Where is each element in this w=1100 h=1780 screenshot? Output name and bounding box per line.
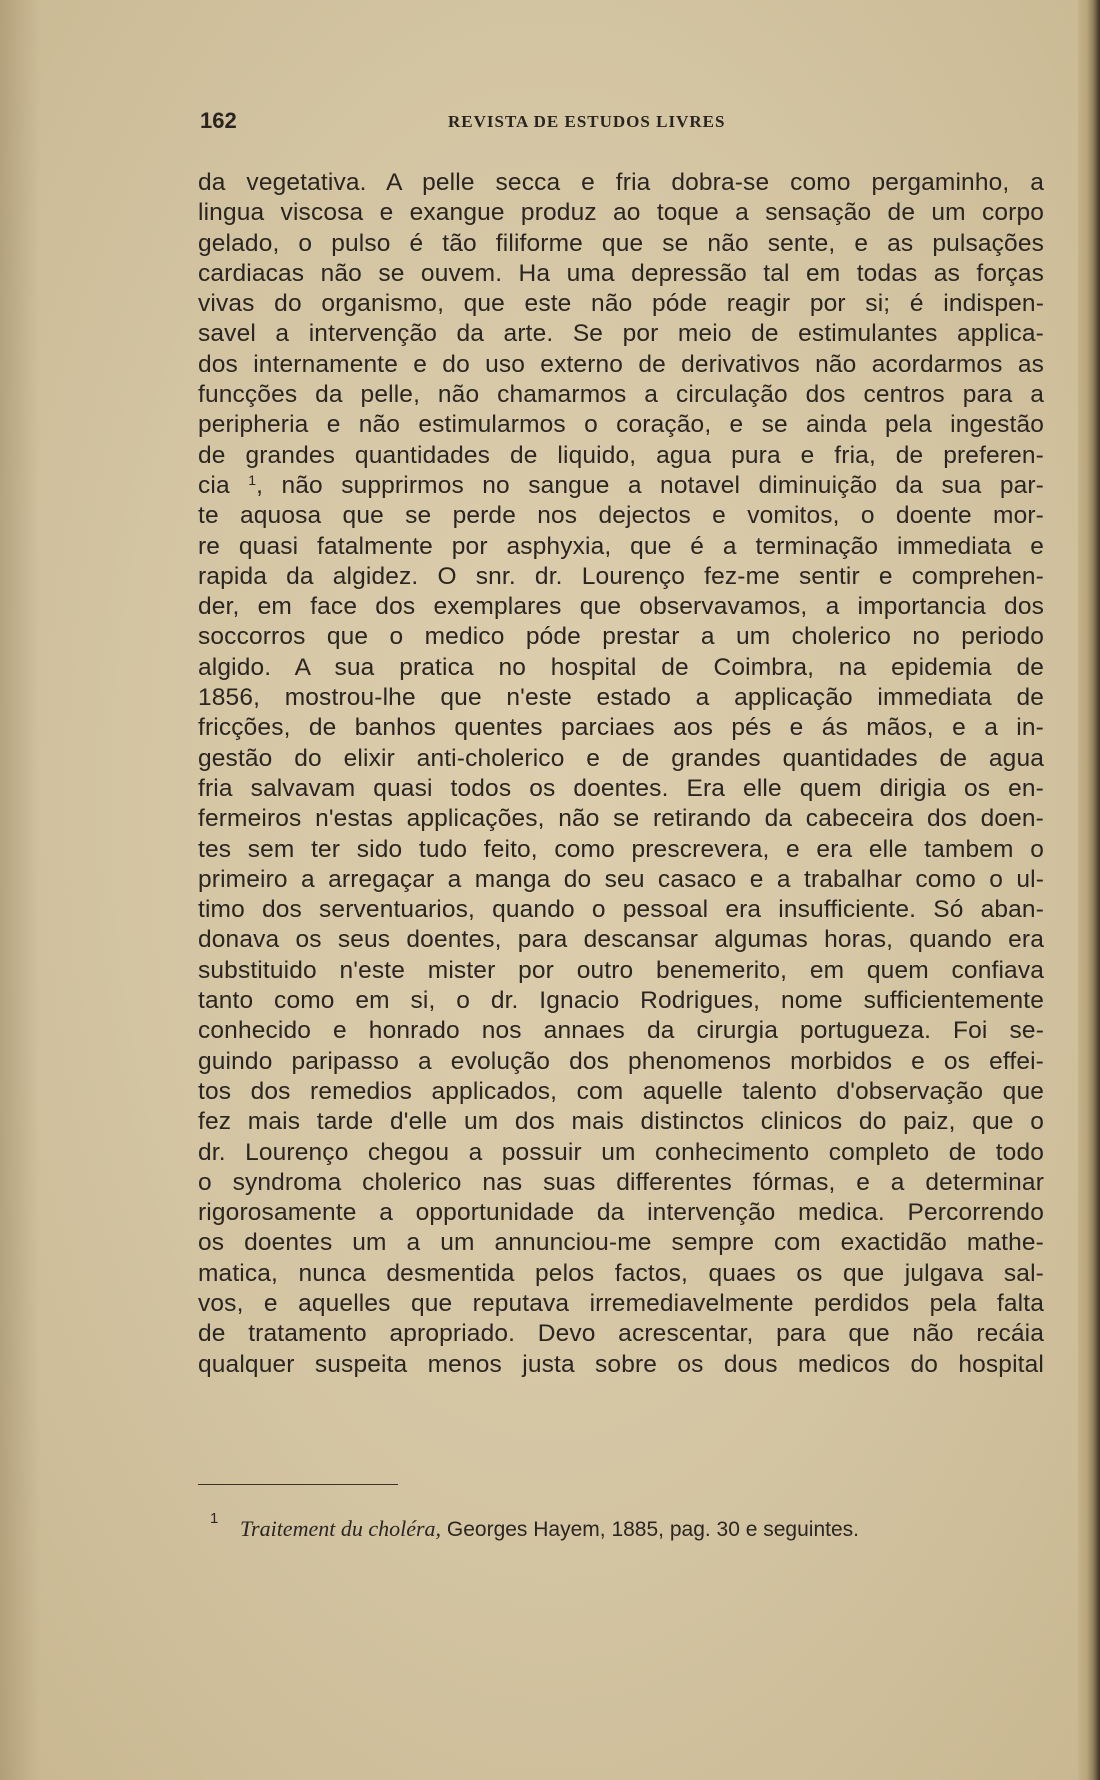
footnote-marker: 1 — [210, 1510, 219, 1527]
text-line: 1856, mostrou-lhe que n'este estado a applicação immediata de — [198, 684, 1044, 712]
text-line-with-footnote-ref — [198, 471, 1044, 501]
body-text — [198, 168, 1044, 1380]
text-line: tanto como em si, o dr. Ignacio Rodrigues, nome sufficientemente — [198, 987, 1044, 1015]
text-line: peripheria e não estimularmos o coração, e se ainda pela ingestão — [198, 411, 1044, 439]
text-line: primeiro a arregaçar a manga do seu casaco e a trabalhar como o ul- — [198, 865, 1044, 893]
text-line: matica, nunca desmentida pelos factos, quaes os que julgava sal- — [198, 1259, 1044, 1287]
text-line: conhecido e honrado nos annaes da cirurgia portugueza. Foi se- — [198, 1017, 1044, 1045]
text-line: de tratamento apropriado. Devo acrescentar, para que não recáia — [198, 1320, 1044, 1348]
text-line: vivas do organismo, que este não póde reagir por si; é indispen- — [198, 290, 1044, 318]
text-line: guindo paripasso a evolução dos phenomenos morbidos e os effei- — [198, 1047, 1044, 1075]
footnote-divider — [198, 1484, 398, 1485]
text-line: tes sem ter sido tudo feito, como prescrevera, e era elle tambem o — [198, 835, 1044, 863]
text-line: rigorosamente a opportunidade da intervenção medica. Percorrendo — [198, 1199, 1044, 1227]
text-line: fez mais tarde d'elle um dos mais distinctos clinicos do paiz, que o — [198, 1108, 1044, 1136]
text-line: o syndroma cholerico nas suas differentes fórmas, e a determinar — [198, 1168, 1044, 1196]
running-head — [200, 108, 770, 138]
text-line: gelado, o pulso é tão filiforme que se não sente, e as pulsações — [198, 229, 1044, 257]
text-line: funcções da pelle, não chamarmos a circulação dos centros para a — [198, 381, 1044, 409]
text-line: os doentes um a um annunciou-me sempre com exactidão mathe- — [198, 1229, 1044, 1257]
text-line: rapida da algidez. O snr. dr. Lourenço fez-me sentir e comprehen- — [198, 562, 1044, 590]
text-line: lingua viscosa e exangue produz ao toque a sensação de um corpo — [198, 199, 1044, 227]
text-line: savel a intervenção da arte. Se por meio de estimulantes applica- — [198, 320, 1044, 348]
text-line: vos, e aquelles que reputava irremediavelmente perdidos pela falta — [198, 1289, 1044, 1317]
text-line: timo dos serventuarios, quando o pessoal era insufficiente. Só aban- — [198, 896, 1044, 924]
footnote-work-title: Traitement du choléra, — [240, 1516, 442, 1541]
page-edge — [1078, 0, 1100, 1780]
text-line: substituido n'este mister por outro benemerito, em quem confiava — [198, 956, 1044, 984]
text-line: qualquer suspeita menos justa sobre os dous medicos do hospital — [198, 1350, 1044, 1378]
text-line: donava os seus doentes, para descansar algumas horas, quando era — [198, 926, 1044, 954]
page-number: 162 — [200, 108, 237, 133]
text-line: fricções, de banhos quentes parciaes aos pés e ás mãos, e a in- — [198, 714, 1044, 742]
text-line: fria salvavam quasi todos os doentes. Era elle quem dirigia os en- — [198, 774, 1044, 802]
page-gutter-shadow — [0, 0, 40, 1780]
text-line: de grandes quantidades de liquido, agua pura e fria, de preferen- — [198, 441, 1044, 469]
text-line: re quasi fatalmente por asphyxia, que é a terminação immediata e — [198, 532, 1044, 560]
text-line: cardiacas não se ouvem. Ha uma depressão tal em todas as forças — [198, 259, 1044, 287]
text-line: dr. Lourenço chegou a possuir um conhecimento completo de todo — [198, 1138, 1044, 1166]
text-line: der, em face dos exemplares que observavamos, a importancia dos — [198, 593, 1044, 621]
footnote-reference: 1 — [248, 471, 257, 488]
text-line-end: , não supprirmos no sangue a notavel diminuição da sua par- — [256, 471, 1044, 499]
journal-title: REVISTA DE ESTUDOS LIVRES — [448, 112, 726, 131]
text-line-start: cia — [198, 471, 230, 499]
footnote — [210, 1510, 1045, 1542]
text-line: da vegetativa. A pelle secca e fria dobra-se como pergaminho, a — [198, 169, 1044, 196]
text-line: dos internamente e do uso externo de derivativos não acordarmos as — [198, 350, 1044, 378]
text-line: fermeiros n'estas applicações, não se retirando da cabeceira dos doen- — [198, 805, 1044, 833]
text-line: gestão do elixir anti-cholerico e de grandes quantidades de agua — [198, 744, 1044, 772]
text-line: soccorros que o medico póde prestar a um cholerico no periodo — [198, 623, 1044, 651]
text-line: algido. A sua pratica no hospital de Coimbra, na epidemia de — [198, 653, 1044, 681]
text-line: te aquosa que se perde nos dejectos e vomitos, o doente mor- — [198, 502, 1044, 530]
footnote-citation: Georges Hayem, 1885, pag. 30 e seguintes. — [441, 1518, 859, 1541]
text-line: tos dos remedios applicados, com aquelle talento d'observação que — [198, 1077, 1044, 1105]
